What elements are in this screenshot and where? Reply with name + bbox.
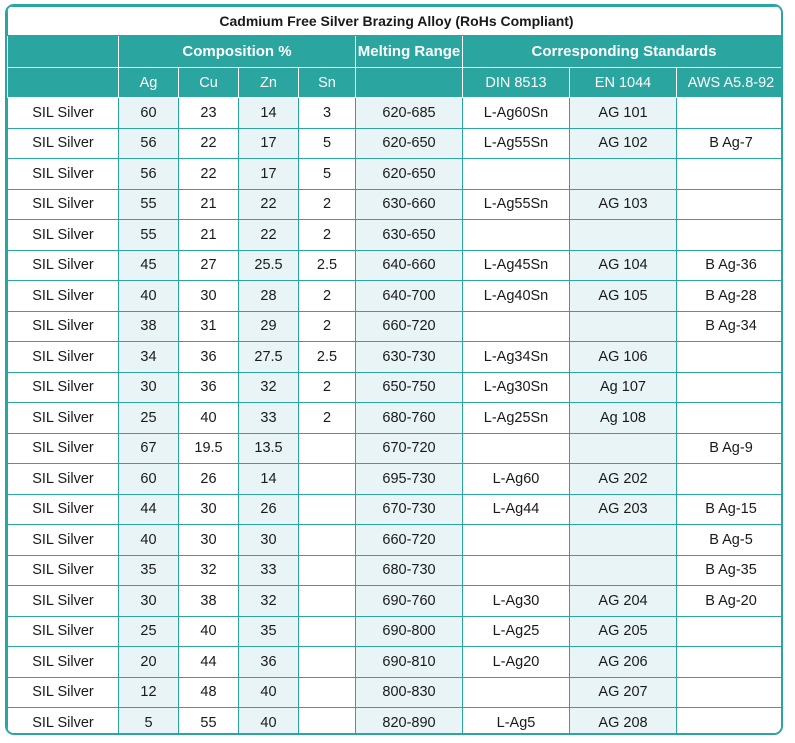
cell-zn: 30 [239,525,299,556]
cell-melting-range: 620-650 [356,128,463,159]
cell-zn: 25.5 [239,250,299,281]
cell-sn [299,647,356,678]
cell-melting-range: 640-660 [356,250,463,281]
cell-sn [299,433,356,464]
cell-cu: 22 [179,159,239,190]
cell-aws [677,342,784,373]
table-row [8,250,784,281]
cell-sn [299,586,356,617]
cell-cu: 30 [179,525,239,556]
table-row [8,647,784,678]
cell-alloy-name: SIL Silver [8,98,119,129]
cell-en: AG 204 [570,586,677,617]
header-blank [8,36,119,68]
cell-melting-range: 680-760 [356,403,463,434]
cell-aws [677,372,784,403]
cell-ag: 30 [119,372,179,403]
cell-alloy-name: SIL Silver [8,342,119,373]
cell-alloy-name: SIL Silver [8,128,119,159]
cell-din [463,159,570,190]
cell-cu: 36 [179,342,239,373]
cell-sn [299,555,356,586]
cell-din: L-Ag20 [463,647,570,678]
cell-en: AG 205 [570,616,677,647]
cell-alloy-name: SIL Silver [8,464,119,495]
cell-zn: 33 [239,555,299,586]
cell-ag: 34 [119,342,179,373]
cell-alloy-name: SIL Silver [8,494,119,525]
cell-cu: 21 [179,189,239,220]
cell-cu: 40 [179,403,239,434]
cell-aws [677,189,784,220]
cell-sn [299,708,356,736]
cell-aws: B Ag-15 [677,494,784,525]
cell-melting-range: 670-730 [356,494,463,525]
cell-din [463,433,570,464]
cell-ag: 56 [119,159,179,190]
cell-melting-range: 820-890 [356,708,463,736]
cell-din: L-Ag55Sn [463,189,570,220]
cell-en: AG 207 [570,677,677,708]
cell-zn: 27.5 [239,342,299,373]
col-header-aws: AWS A5.8-92 [677,68,784,98]
cell-ag: 25 [119,403,179,434]
cell-din: L-Ag5 [463,708,570,736]
cell-en: AG 105 [570,281,677,312]
col-header-melting-blank [356,68,463,98]
cell-zn: 40 [239,677,299,708]
cell-cu: 40 [179,616,239,647]
cell-zn: 40 [239,708,299,736]
alloy-table-frame [5,4,783,735]
cell-aws [677,464,784,495]
cell-melting-range: 620-685 [356,98,463,129]
cell-en [570,433,677,464]
cell-sn [299,525,356,556]
cell-cu: 38 [179,586,239,617]
alloy-table [7,6,783,735]
table-row [8,403,784,434]
cell-ag: 60 [119,98,179,129]
col-header-sn: Sn [299,68,356,98]
cell-cu: 30 [179,281,239,312]
cell-zn: 36 [239,647,299,678]
cell-din: L-Ag25Sn [463,403,570,434]
melting-range-header: Melting Range [356,36,463,68]
cell-alloy-name: SIL Silver [8,525,119,556]
cell-cu: 44 [179,647,239,678]
cell-zn: 26 [239,494,299,525]
cell-aws: B Ag-20 [677,586,784,617]
cell-sn: 2.5 [299,250,356,281]
cell-din: L-Ag44 [463,494,570,525]
cell-en: Ag 108 [570,403,677,434]
cell-din: L-Ag34Sn [463,342,570,373]
cell-zn: 13.5 [239,433,299,464]
cell-ag: 20 [119,647,179,678]
table-row [8,433,784,464]
cell-ag: 56 [119,128,179,159]
cell-aws [677,159,784,190]
cell-din: L-Ag45Sn [463,250,570,281]
cell-sn: 2 [299,372,356,403]
cell-en: AG 202 [570,464,677,495]
cell-din: L-Ag55Sn [463,128,570,159]
table-row [8,525,784,556]
cell-melting-range: 650-750 [356,372,463,403]
cell-cu: 26 [179,464,239,495]
cell-sn [299,494,356,525]
cell-ag: 40 [119,281,179,312]
cell-alloy-name: SIL Silver [8,250,119,281]
cell-alloy-name: SIL Silver [8,403,119,434]
cell-aws [677,616,784,647]
cell-zn: 35 [239,616,299,647]
cell-din [463,220,570,251]
cell-cu: 22 [179,128,239,159]
table-row [8,159,784,190]
cell-aws: B Ag-9 [677,433,784,464]
cell-ag: 25 [119,616,179,647]
col-header-ag: Ag [119,68,179,98]
cell-cu: 48 [179,677,239,708]
cell-aws: B Ag-28 [677,281,784,312]
cell-alloy-name: SIL Silver [8,647,119,678]
cell-aws [677,647,784,678]
cell-ag: 30 [119,586,179,617]
cell-cu: 31 [179,311,239,342]
cell-melting-range: 800-830 [356,677,463,708]
cell-en: AG 106 [570,342,677,373]
table-row [8,586,784,617]
cell-melting-range: 680-730 [356,555,463,586]
cell-en: AG 206 [570,647,677,678]
cell-aws: B Ag-5 [677,525,784,556]
table-row [8,189,784,220]
cell-en [570,159,677,190]
cell-en: AG 203 [570,494,677,525]
cell-sn: 2 [299,220,356,251]
cell-en [570,311,677,342]
cell-aws [677,220,784,251]
cell-aws: B Ag-34 [677,311,784,342]
cell-cu: 36 [179,372,239,403]
table-row [8,464,784,495]
cell-en [570,555,677,586]
cell-alloy-name: SIL Silver [8,372,119,403]
cell-en: AG 208 [570,708,677,736]
cell-cu: 30 [179,494,239,525]
cell-zn: 17 [239,159,299,190]
table-row [8,372,784,403]
cell-zn: 32 [239,372,299,403]
cell-aws [677,708,784,736]
cell-melting-range: 630-730 [356,342,463,373]
table-row [8,281,784,312]
col-header-en: EN 1044 [570,68,677,98]
table-title: Cadmium Free Silver Brazing Alloy (RoHs Compliant) [8,7,784,36]
cell-melting-range: 695-730 [356,464,463,495]
cell-aws: B Ag-35 [677,555,784,586]
table-row [8,616,784,647]
cell-aws: B Ag-7 [677,128,784,159]
cell-din: L-Ag30 [463,586,570,617]
cell-alloy-name: SIL Silver [8,708,119,736]
cell-zn: 14 [239,98,299,129]
cell-melting-range: 670-720 [356,433,463,464]
cell-en: AG 104 [570,250,677,281]
cell-alloy-name: SIL Silver [8,311,119,342]
table-row [8,342,784,373]
cell-zn: 33 [239,403,299,434]
cell-sn: 5 [299,159,356,190]
cell-melting-range: 660-720 [356,525,463,556]
cell-alloy-name: SIL Silver [8,616,119,647]
cell-aws: B Ag-36 [677,250,784,281]
cell-zn: 22 [239,189,299,220]
cell-melting-range: 690-800 [356,616,463,647]
cell-en: Ag 107 [570,372,677,403]
cell-sn: 2 [299,403,356,434]
cell-din [463,311,570,342]
cell-din [463,555,570,586]
cell-ag: 12 [119,677,179,708]
cell-din: L-Ag30Sn [463,372,570,403]
cell-melting-range: 640-700 [356,281,463,312]
cell-alloy-name: SIL Silver [8,555,119,586]
table-row [8,128,784,159]
table-row [8,555,784,586]
cell-sn: 2 [299,311,356,342]
cell-alloy-name: SIL Silver [8,433,119,464]
cell-ag: 5 [119,708,179,736]
cell-en: AG 103 [570,189,677,220]
table-row [8,677,784,708]
cell-sn [299,464,356,495]
cell-alloy-name: SIL Silver [8,586,119,617]
cell-sn [299,677,356,708]
table-row [8,494,784,525]
table-row [8,311,784,342]
table-row [8,98,784,129]
cell-din: L-Ag60Sn [463,98,570,129]
cell-din: L-Ag40Sn [463,281,570,312]
cell-zn: 29 [239,311,299,342]
table-row [8,220,784,251]
cell-cu: 55 [179,708,239,736]
cell-en: AG 101 [570,98,677,129]
cell-aws [677,677,784,708]
cell-melting-range: 630-660 [356,189,463,220]
cell-cu: 27 [179,250,239,281]
cell-ag: 60 [119,464,179,495]
cell-sn: 2 [299,189,356,220]
col-header-cu: Cu [179,68,239,98]
cell-en [570,525,677,556]
cell-zn: 28 [239,281,299,312]
cell-din: L-Ag25 [463,616,570,647]
cell-ag: 55 [119,189,179,220]
cell-cu: 21 [179,220,239,251]
cell-melting-range: 660-720 [356,311,463,342]
cell-alloy-name: SIL Silver [8,677,119,708]
cell-zn: 32 [239,586,299,617]
cell-ag: 67 [119,433,179,464]
standards-header: Corresponding Standards [463,36,784,68]
cell-din: L-Ag60 [463,464,570,495]
cell-en [570,220,677,251]
cell-alloy-name: SIL Silver [8,220,119,251]
cell-ag: 35 [119,555,179,586]
cell-melting-range: 620-650 [356,159,463,190]
cell-ag: 44 [119,494,179,525]
cell-din [463,525,570,556]
cell-ag: 40 [119,525,179,556]
composition-header: Composition % [119,36,356,68]
cell-cu: 19.5 [179,433,239,464]
cell-en: AG 102 [570,128,677,159]
subheader-blank [8,68,119,98]
cell-sn: 3 [299,98,356,129]
cell-alloy-name: SIL Silver [8,281,119,312]
cell-zn: 17 [239,128,299,159]
cell-aws [677,403,784,434]
cell-cu: 23 [179,98,239,129]
cell-zn: 22 [239,220,299,251]
cell-cu: 32 [179,555,239,586]
cell-aws [677,98,784,129]
cell-melting-range: 690-760 [356,586,463,617]
cell-melting-range: 630-650 [356,220,463,251]
cell-ag: 45 [119,250,179,281]
cell-alloy-name: SIL Silver [8,159,119,190]
cell-melting-range: 690-810 [356,647,463,678]
cell-ag: 55 [119,220,179,251]
cell-zn: 14 [239,464,299,495]
cell-alloy-name: SIL Silver [8,189,119,220]
table-row [8,708,784,736]
col-header-zn: Zn [239,68,299,98]
cell-ag: 38 [119,311,179,342]
cell-din [463,677,570,708]
table-body [8,98,784,736]
cell-sn: 2 [299,281,356,312]
cell-sn: 2.5 [299,342,356,373]
cell-sn [299,616,356,647]
cell-sn: 5 [299,128,356,159]
col-header-din: DIN 8513 [463,68,570,98]
